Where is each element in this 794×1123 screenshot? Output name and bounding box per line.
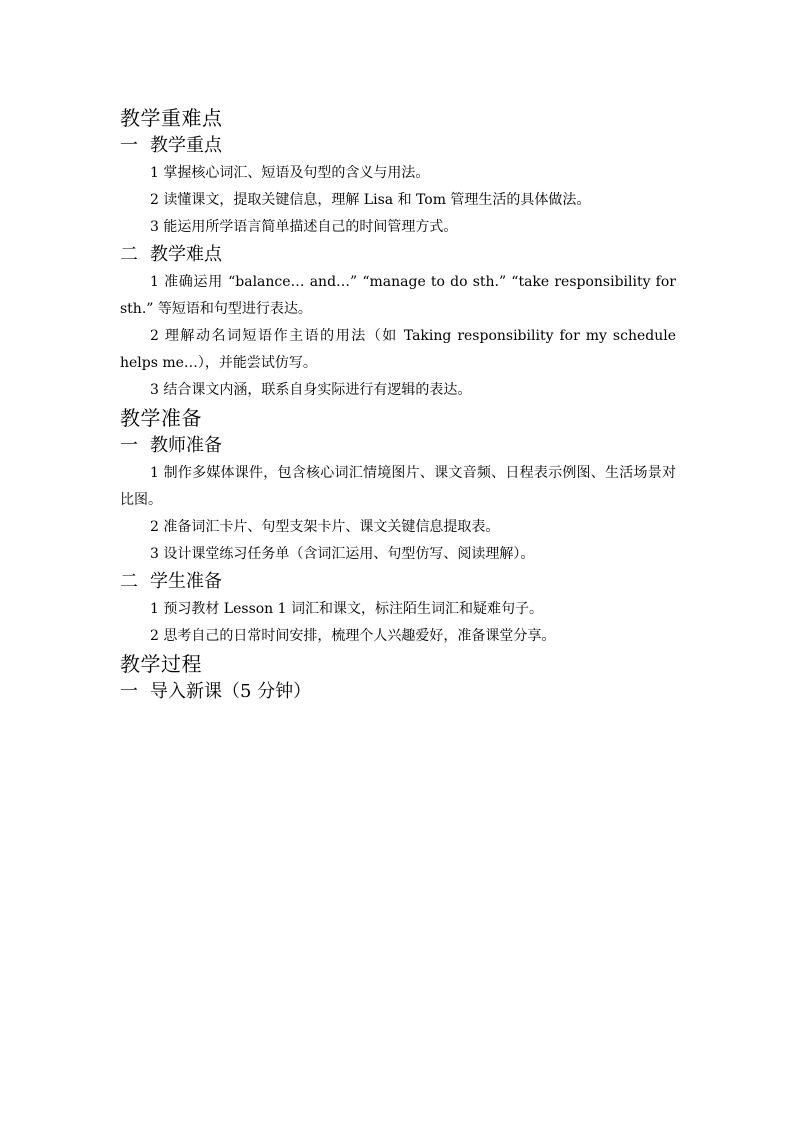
list-item: 1 制作多媒体课件，包含核心词汇情境图片、课文音频、日程表示例图、生活场景对比图。	[120, 465, 676, 508]
subsection-number: 一	[120, 435, 138, 456]
subsection-heading	[120, 132, 676, 160]
subsection-heading	[120, 568, 676, 596]
list-item: 2 思考自己的日常时间安排，梳理个人兴趣爱好，准备课堂分享。	[150, 628, 556, 644]
list-item: 3 设计课堂练习任务单（含词汇运用、句型仿写、阅读理解）。	[150, 546, 535, 562]
subsection-number: 二	[120, 571, 138, 592]
section-title: 教学重难点	[120, 106, 223, 130]
subsection-title: 学生准备	[150, 571, 222, 592]
list-item: 3 能运用所学语言简单描述自己的时间管理方式。	[150, 219, 458, 235]
subsection-title: 导入新课（5 分钟）	[150, 681, 312, 702]
list-item: 1 准确运用 “balance… and…” “manage to do sth.” “take responsibility for sth.” 等短语和句型进行表达。	[120, 274, 676, 317]
list-item: 2 读懂课文，提取关键信息，理解 Lisa 和 Tom 管理生活的具体做法。	[150, 192, 591, 208]
subsection-title: 教学难点	[150, 244, 222, 265]
subsection-number: 一	[120, 135, 138, 156]
list-item: 3 结合课文内涵，联系自身实际进行有逻辑的表达。	[150, 382, 472, 398]
list-item: 2 准备词汇卡片、句型支架卡片、课文关键信息提取表。	[150, 519, 500, 535]
section-title: 教学准备	[120, 406, 202, 430]
section-title: 教学过程	[120, 652, 202, 676]
list-item: 1 预习教材 Lesson 1 词汇和课文，标注陌生词汇和疑难句子。	[150, 601, 544, 617]
list-item: 2 理解动名词短语作主语的用法（如 Taking responsibility for my schedule helps me…），并能尝试仿写。	[120, 328, 676, 371]
subsection-number: 二	[120, 244, 138, 265]
list-item: 1 掌握核心词汇、短语及句型的含义与用法。	[150, 165, 430, 181]
subsection-number: 一	[120, 681, 138, 702]
subsection-heading	[120, 241, 676, 269]
document-body	[120, 104, 676, 706]
subsection-heading	[120, 432, 676, 460]
subsection-title: 教学重点	[150, 135, 222, 156]
subsection-title: 教师准备	[150, 435, 222, 456]
subsection-heading	[120, 678, 676, 706]
